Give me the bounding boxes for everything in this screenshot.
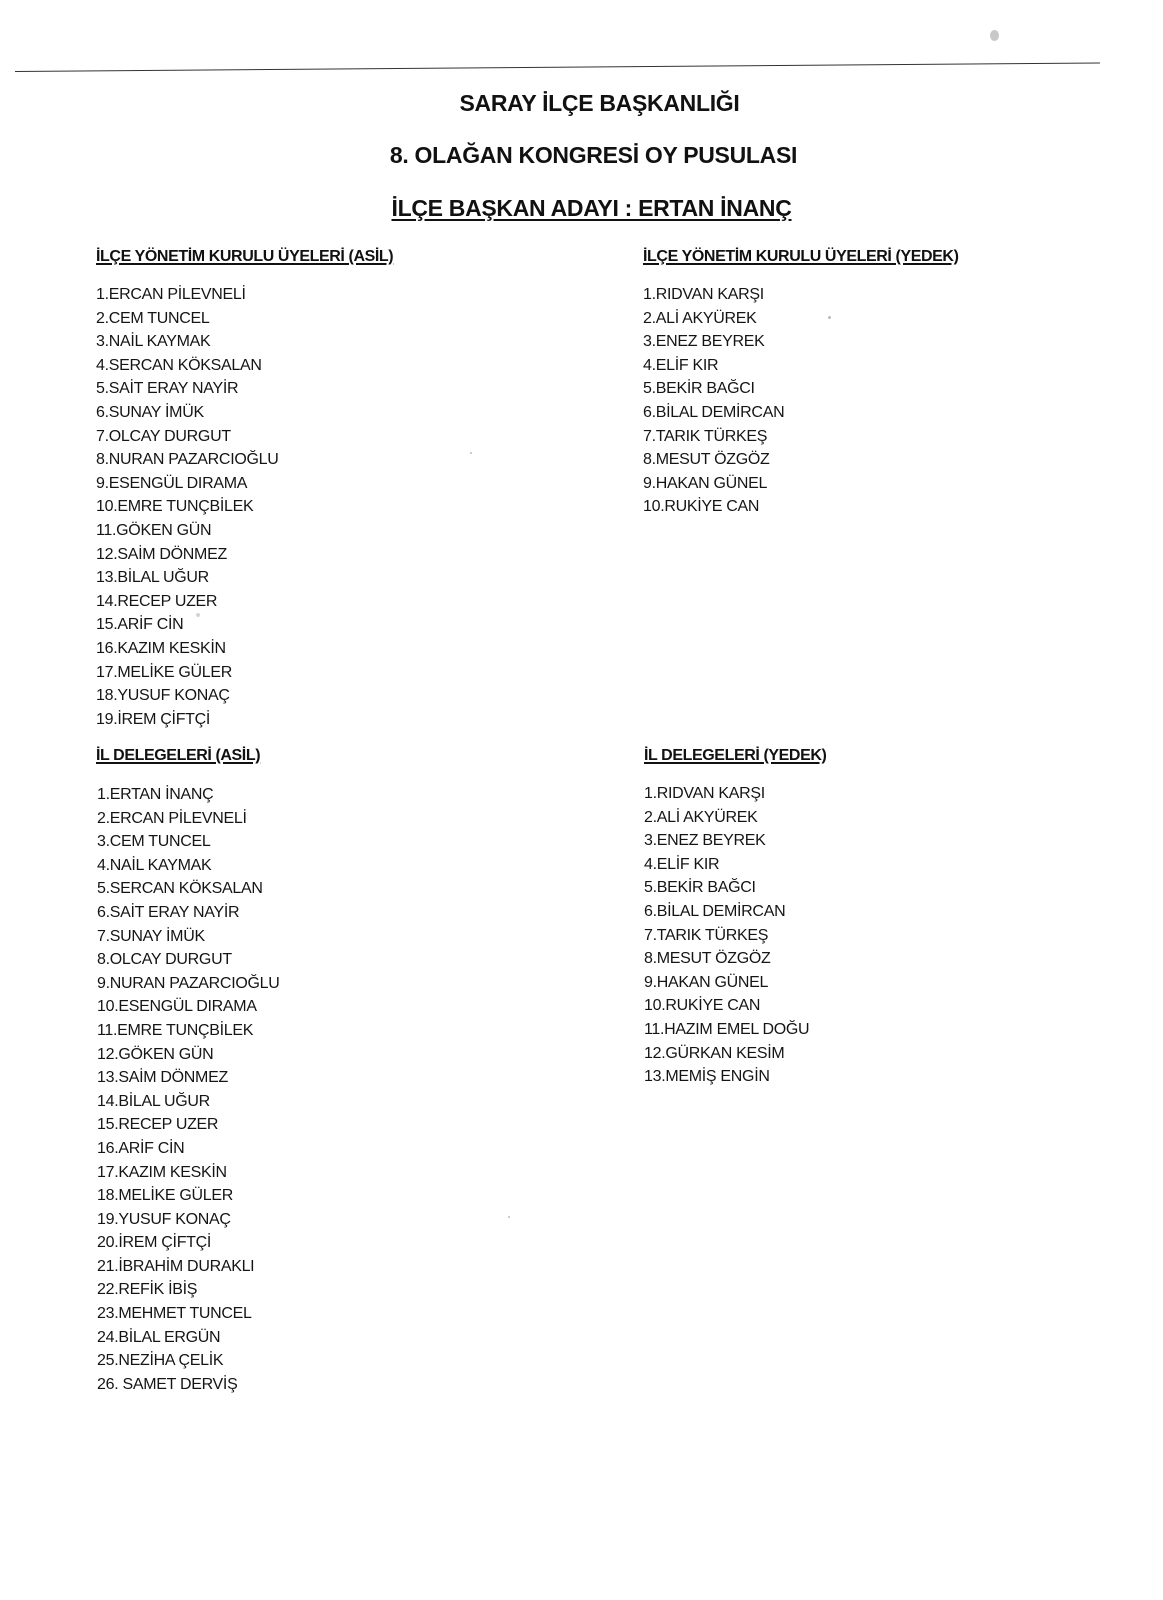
list-item: 11.EMRE TUNÇBİLEK: [97, 1021, 254, 1039]
list-item: 4.NAİL KAYMAK: [97, 856, 212, 874]
list-item: 1.ERTAN İNANÇ: [97, 786, 214, 803]
list-item: 11.GÖKEN GÜN: [96, 521, 212, 539]
scan-speck: [508, 1216, 510, 1218]
list-item: 4.ELİF KIR: [643, 356, 719, 374]
section-heading-yonetim-yedek: İLÇE YÖNETİM KURULU ÜYELERİ (YEDEK): [643, 248, 959, 265]
list-item: 7.TARIK TÜRKEŞ: [644, 926, 769, 944]
list-item: 5.BEKİR BAĞCI: [644, 879, 756, 897]
section-heading-il-yedek: İL DELEGELERİ (YEDEK): [644, 747, 827, 764]
list-item: 2.CEM TUNCEL: [96, 309, 210, 327]
list-item: 14.BİLAL UĞUR: [97, 1092, 210, 1110]
list-item: 7.OLCAY DURGUT: [96, 427, 231, 445]
list-item: 5.BEKİR BAĞCI: [643, 380, 755, 398]
scan-speck: [470, 452, 472, 454]
list-item: 20.İREM ÇİFTÇİ: [97, 1234, 212, 1252]
list-item: 6.SUNAY İMÜK: [96, 403, 204, 421]
list-il-yedek: [644, 782, 809, 1089]
list-item: 12.GÖKEN GÜN: [97, 1045, 214, 1063]
list-item: 3.CEM TUNCEL: [97, 833, 211, 851]
list-item: 13.SAİM DÖNMEZ: [97, 1069, 228, 1087]
list-item: 26. SAMET DERVİŞ: [97, 1375, 238, 1393]
list-item: 3.NAİL KAYMAK: [96, 333, 211, 351]
ballot-subtitle: 8. OLAĞAN KONGRESİ OY PUSULASI: [389, 142, 798, 168]
list-item: 1.RIDVAN KARŞI: [643, 286, 764, 303]
scan-speck: [990, 30, 999, 41]
list-item: 3.ENEZ BEYREK: [643, 333, 765, 351]
list-item: 15.ARİF CİN: [96, 616, 184, 634]
list-item: 22.REFİK İBİŞ: [97, 1281, 198, 1299]
list-item: 8.MESUT ÖZGÖZ: [644, 950, 771, 968]
organization-title: SARAY İLÇE BAŞKANLIĞI: [459, 90, 740, 116]
candidate-heading: İLÇE BAŞKAN ADAYI : ERTAN İNANÇ: [391, 195, 792, 221]
list-il-asil: [97, 783, 279, 1396]
list-item: 2.ERCAN PİLEVNELİ: [97, 809, 247, 827]
list-item: 11.HAZIM EMEL DOĞU: [644, 1020, 810, 1038]
list-item: 9.ESENGÜL DIRAMA: [96, 474, 248, 492]
list-item: 4.SERCAN KÖKSALAN: [96, 356, 262, 374]
list-item: 8.MESUT ÖZGÖZ: [643, 451, 770, 469]
list-item: 10.ESENGÜL DIRAMA: [97, 998, 257, 1016]
list-item: 4.ELİF KIR: [644, 855, 720, 873]
list-item: 15.RECEP UZER: [97, 1116, 219, 1134]
list-item: 5.SERCAN KÖKSALAN: [97, 880, 263, 898]
list-item: 12.GÜRKAN KESİM: [644, 1044, 785, 1062]
list-item: 24.BİLAL ERGÜN: [97, 1328, 221, 1346]
list-item: 3.ENEZ BEYREK: [644, 832, 766, 850]
list-item: 23.MEHMET TUNCEL: [97, 1305, 252, 1323]
list-item: 2.ALİ AKYÜREK: [644, 808, 758, 826]
list-item: 14.RECEP UZER: [96, 592, 218, 610]
list-item: 10.EMRE TUNÇBİLEK: [96, 498, 254, 516]
list-item: 18.MELİKE GÜLER: [97, 1187, 234, 1205]
list-item: 13.MEMİŞ ENGİN: [644, 1068, 770, 1086]
list-item: 6.SAİT ERAY NAYİR: [97, 903, 240, 921]
list-item: 6.BİLAL DEMİRCAN: [643, 403, 785, 421]
list-yonetim-asil: [96, 283, 278, 731]
list-item: 9.HAKAN GÜNEL: [643, 474, 768, 492]
list-item: 13.BİLAL UĞUR: [96, 569, 209, 587]
scan-speck: [828, 316, 831, 319]
list-item: 1.ERCAN PİLEVNELİ: [96, 286, 246, 303]
list-item: 16.KAZIM KESKİN: [96, 639, 226, 657]
list-yonetim-yedek: [643, 283, 784, 519]
list-item: 25.NEZİHA ÇELİK: [97, 1352, 224, 1370]
list-item: 9.NURAN PAZARCIOĞLU: [97, 974, 280, 992]
list-item: 8.OLCAY DURGUT: [97, 951, 232, 969]
list-item: 6.BİLAL DEMİRCAN: [644, 902, 786, 920]
section-heading-yonetim-asil: İLÇE YÖNETİM KURULU ÜYELERİ (ASİL): [96, 248, 394, 265]
list-item: 17.KAZIM KESKİN: [97, 1163, 227, 1181]
list-item: 10.RUKİYE CAN: [644, 997, 761, 1015]
list-item: 8.NURAN PAZARCIOĞLU: [96, 451, 279, 469]
list-item: 7.SUNAY İMÜK: [97, 927, 205, 945]
list-item: 7.TARIK TÜRKEŞ: [643, 427, 768, 445]
list-item: 9.HAKAN GÜNEL: [644, 973, 769, 991]
section-heading-il-asil: İL DELEGELERİ (ASİL): [96, 747, 261, 764]
list-item: 19.İREM ÇİFTÇİ: [96, 710, 211, 728]
list-item: 18.YUSUF KONAÇ: [96, 687, 230, 705]
list-item: 12.SAİM DÖNMEZ: [96, 545, 227, 563]
list-item: 19.YUSUF KONAÇ: [97, 1210, 231, 1228]
list-item: 17.MELİKE GÜLER: [96, 663, 233, 681]
top-divider-line: [15, 62, 1100, 72]
list-item: 2.ALİ AKYÜREK: [643, 309, 757, 327]
list-item: 1.RIDVAN KARŞI: [644, 785, 765, 802]
list-item: 10.RUKİYE CAN: [643, 498, 760, 516]
list-item: 16.ARİF CİN: [97, 1139, 185, 1157]
list-item: 5.SAİT ERAY NAYİR: [96, 380, 239, 398]
list-item: 21.İBRAHİM DURAKLI: [97, 1257, 255, 1275]
